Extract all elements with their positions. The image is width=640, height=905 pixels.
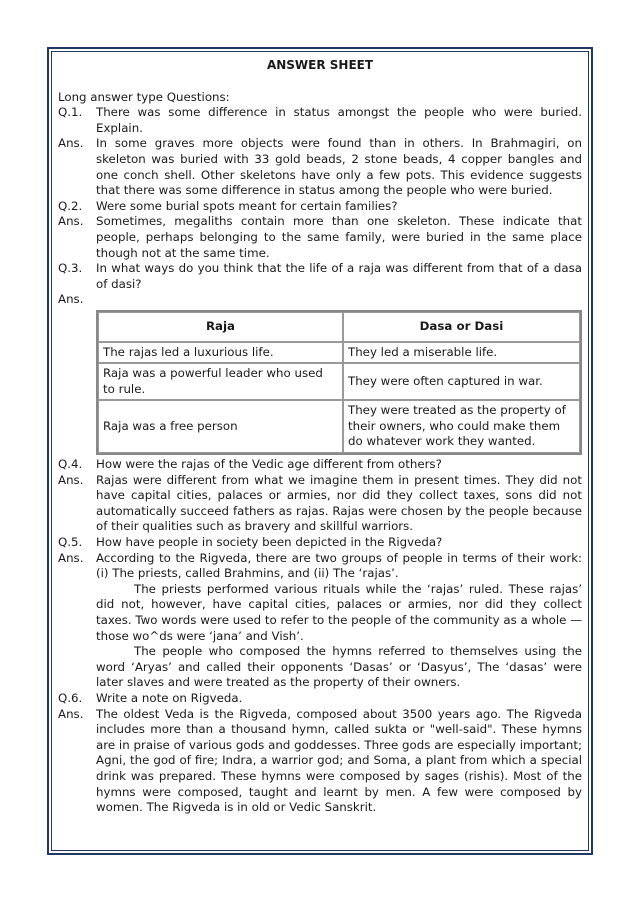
answer-text: In some graves more objects were found than in others. In Brahmagiri, on skeleton was buried with 33 gold beads, 2 stone beads, 4 copper bangles and one conch shell. Other skeletons have only a few pots. This evidence suggests that there was some difference in status among the people who were buried.	[96, 136, 582, 198]
question-text: Were some burial spots meant for certain families?	[96, 198, 398, 213]
question-text: How have people in society been depicted in the Rigveda?	[96, 535, 443, 550]
question-label: Q.2.	[58, 198, 83, 213]
page-title: ANSWER SHEET	[266, 58, 374, 72]
table-cell: They led a miserable life.	[343, 342, 580, 364]
answer-label: Ans.	[58, 550, 84, 565]
answer-label: Ans.	[58, 136, 84, 151]
question-label: Q.6.	[58, 690, 83, 705]
table-cell: Raja was a free person	[98, 400, 343, 453]
question-6	[58, 691, 582, 707]
answer-5	[58, 551, 582, 582]
question-1	[58, 105, 582, 136]
answer-label: Ans.	[58, 706, 84, 721]
table-row	[98, 400, 580, 453]
question-text: Write a note on Rigveda.	[96, 690, 243, 705]
answer-text: According to the Rigveda, there are two groups of people in terms of their work: (i) The priests, called Brahmins, and (ii) The ‘rajas’.	[96, 550, 582, 581]
answer-4	[58, 473, 582, 535]
question-3	[58, 261, 582, 292]
answer-label: Ans.	[58, 292, 84, 307]
question-label: Q.5.	[58, 535, 83, 550]
table-row	[98, 363, 580, 400]
answer-paragraph: The priests performed various rituals while the ‘rajas’ ruled. These rajas’ did not, however, have capital cities, palaces or armies, nor did they collect taxes. Two words were used to refer to the people of the community as a whole — those wo^ds were ‘jana’ and Vish’.	[96, 581, 582, 643]
question-5	[58, 535, 582, 551]
answer-2	[58, 214, 582, 261]
question-2	[58, 199, 582, 215]
table-header-row	[98, 312, 580, 342]
section-intro: Long answer type Questions:	[58, 89, 230, 104]
table-cell: They were often captured in war.	[343, 363, 580, 400]
answer-label: Ans.	[58, 472, 84, 487]
table-cell: The rajas led a luxurious life.	[98, 342, 343, 364]
question-text: There was some difference in status amongst the people who were buried. Explain.	[96, 105, 582, 135]
answer-sheet-content	[58, 58, 582, 816]
question-text: In what ways do you think that the life of a raja was different from that of a dasa of dasi?	[96, 261, 582, 291]
answer-paragraph: The people who composed the hymns referred to themselves using the word ‘Aryas’ and called their opponents ‘Dasas’ or ‘Dasyus’, The ‘dasas’ were later slaves and were treated as the property of their owners.	[96, 644, 582, 690]
answer-text: Rajas were different from what we imagine them in present times. They did not have capital cities, palaces or armies, nor did they collect taxes, sons did not automatically succeed fathers as rajas. Rajas were chosen by the people because of their qualities such as bravery and skillful warriors.	[96, 472, 582, 534]
raja-dasa-table	[96, 310, 582, 455]
column-header-dasa: Dasa or Dasi	[343, 312, 580, 342]
table-cell: Raja was a powerful leader who used to rule.	[98, 363, 343, 400]
answer-1	[58, 136, 582, 198]
question-label: Q.3.	[58, 261, 83, 276]
question-text: How were the rajas of the Vedic age different from others?	[96, 457, 442, 472]
column-header-raja: Raja	[98, 312, 343, 342]
table-cell: They were treated as the property of their owners, who could make them do whatever work they wanted.	[343, 400, 580, 453]
answer-text: The oldest Veda is the Rigveda, composed about 3500 years ago. The Rigveda includes more than a thousand hymn, called sukta or "well-said". These hymns are in praise of various gods and goddesses. Three gods are especially important; Agni, the god of fire; Indra, a warrior god; and Soma, a plant from which a special drink was prepared. These hymns were composed by sages (rishis). Most of the hymns were composed, taught and learnt by men. A few were composed by women. The Rigveda is in old or Vedic Sanskrit.	[96, 706, 582, 815]
question-4	[58, 457, 582, 473]
question-label: Q.4.	[58, 457, 83, 472]
answer-text: Sometimes, megaliths contain more than one skeleton. These indicate that people, perhaps belonging to the same family, were buried in the same place though not at the same time.	[96, 214, 582, 260]
answer-6	[58, 707, 582, 816]
answer-label: Ans.	[58, 214, 84, 229]
question-label: Q.1.	[58, 105, 83, 120]
table-row	[98, 342, 580, 364]
